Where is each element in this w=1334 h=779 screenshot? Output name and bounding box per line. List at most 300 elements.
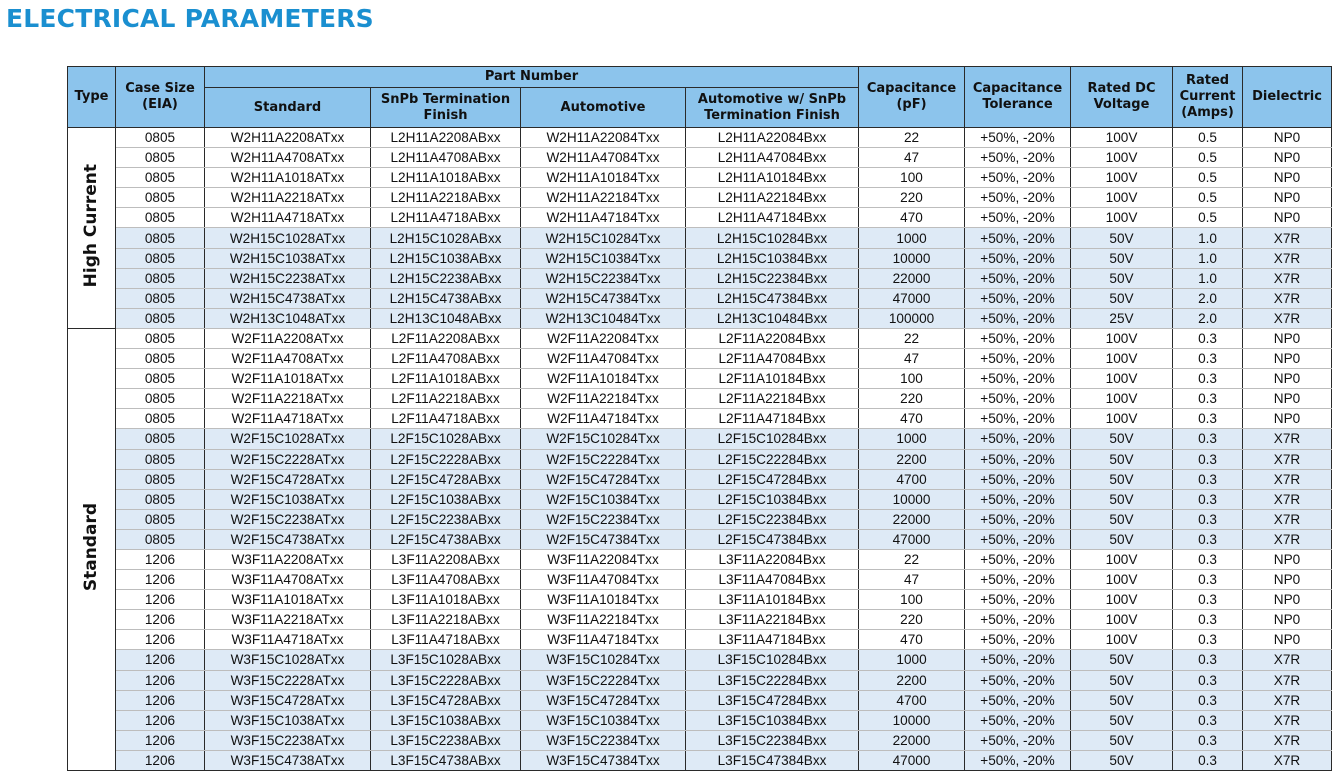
tolerance-cell: +50%, -20% [965, 670, 1071, 690]
voltage-cell: 100V [1071, 168, 1173, 188]
part-automotive-snpb-cell: L2H11A47184Bxx [686, 208, 859, 228]
current-cell: 0.3 [1173, 710, 1243, 730]
tolerance-cell: +50%, -20% [965, 750, 1071, 770]
table-row [68, 248, 1332, 268]
case-size-cell: 1206 [116, 610, 205, 630]
capacitance-cell: 47 [859, 148, 965, 168]
part-automotive-snpb-cell: L3F15C10384Bxx [686, 710, 859, 730]
part-automotive-cell: W3F15C47284Txx [521, 690, 686, 710]
part-automotive-snpb-cell: L2H11A47084Bxx [686, 148, 859, 168]
part-automotive-cell: W3F11A22084Txx [521, 549, 686, 569]
type-label: Standard [81, 502, 101, 592]
voltage-cell: 50V [1071, 228, 1173, 248]
case-size-cell: 0805 [116, 248, 205, 268]
tolerance-cell: +50%, -20% [965, 489, 1071, 509]
voltage-cell: 100V [1071, 128, 1173, 148]
tolerance-cell: +50%, -20% [965, 389, 1071, 409]
capacitance-cell: 22 [859, 549, 965, 569]
part-standard-cell: W2F11A2218ATxx [205, 389, 371, 409]
part-standard-cell: W3F11A4708ATxx [205, 570, 371, 590]
part-automotive-snpb-cell: L3F11A10184Bxx [686, 590, 859, 610]
table-row [68, 148, 1332, 168]
part-snpb-cell: L2H11A4708ABxx [371, 148, 521, 168]
case-size-cell: 0805 [116, 489, 205, 509]
current-cell: 0.3 [1173, 389, 1243, 409]
dielectric-cell: NP0 [1243, 328, 1332, 348]
part-automotive-cell: W2F15C22384Txx [521, 509, 686, 529]
case-size-cell: 0805 [116, 148, 205, 168]
tolerance-cell: +50%, -20% [965, 208, 1071, 228]
voltage-cell: 50V [1071, 469, 1173, 489]
tolerance-cell: +50%, -20% [965, 288, 1071, 308]
dielectric-cell: X7R [1243, 750, 1332, 770]
table-row [68, 188, 1332, 208]
part-automotive-cell: W2F11A22084Txx [521, 328, 686, 348]
capacitance-cell: 22 [859, 128, 965, 148]
dielectric-cell: NP0 [1243, 349, 1332, 369]
voltage-cell: 100V [1071, 349, 1173, 369]
part-snpb-cell: L2H13C1048ABxx [371, 308, 521, 328]
dielectric-cell: X7R [1243, 690, 1332, 710]
part-standard-cell: W2F11A1018ATxx [205, 369, 371, 389]
current-cell: 0.3 [1173, 750, 1243, 770]
part-standard-cell: W2H15C2238ATxx [205, 268, 371, 288]
table-row [68, 730, 1332, 750]
header-automotive: Automotive [521, 88, 686, 128]
part-automotive-snpb-cell: L2H11A10184Bxx [686, 168, 859, 188]
dielectric-cell: X7R [1243, 529, 1332, 549]
part-snpb-cell: L2F15C2228ABxx [371, 449, 521, 469]
part-automotive-cell: W2F11A47084Txx [521, 349, 686, 369]
part-automotive-cell: W2H11A47084Txx [521, 148, 686, 168]
part-automotive-cell: W2H11A22084Txx [521, 128, 686, 148]
part-automotive-cell: W2F11A47184Txx [521, 409, 686, 429]
current-cell: 0.3 [1173, 650, 1243, 670]
dielectric-cell: X7R [1243, 228, 1332, 248]
current-cell: 2.0 [1173, 288, 1243, 308]
capacitance-cell: 470 [859, 409, 965, 429]
part-automotive-cell: W3F11A47184Txx [521, 630, 686, 650]
part-automotive-cell: W2H15C47384Txx [521, 288, 686, 308]
capacitance-cell: 2200 [859, 670, 965, 690]
dielectric-cell: NP0 [1243, 128, 1332, 148]
current-cell: 0.3 [1173, 509, 1243, 529]
tolerance-cell: +50%, -20% [965, 610, 1071, 630]
type-label: High Current [81, 163, 101, 288]
part-snpb-cell: L3F15C4728ABxx [371, 690, 521, 710]
current-cell: 0.3 [1173, 549, 1243, 569]
header-part-number: Part Number [205, 67, 859, 88]
part-automotive-snpb-cell: L3F11A22184Bxx [686, 610, 859, 630]
capacitance-cell: 10000 [859, 710, 965, 730]
part-automotive-snpb-cell: L2F15C22384Bxx [686, 509, 859, 529]
part-snpb-cell: L2H15C4738ABxx [371, 288, 521, 308]
part-automotive-snpb-cell: L2F11A47184Bxx [686, 409, 859, 429]
current-cell: 0.5 [1173, 128, 1243, 148]
type-cell [68, 328, 116, 770]
part-standard-cell: W2F11A4708ATxx [205, 349, 371, 369]
voltage-cell: 50V [1071, 730, 1173, 750]
tolerance-cell: +50%, -20% [965, 690, 1071, 710]
part-automotive-cell: W2F15C47284Txx [521, 469, 686, 489]
case-size-cell: 1206 [116, 670, 205, 690]
part-automotive-snpb-cell: L3F11A47084Bxx [686, 570, 859, 590]
case-size-cell: 1206 [116, 690, 205, 710]
part-snpb-cell: L2F15C4728ABxx [371, 469, 521, 489]
part-standard-cell: W2H15C4738ATxx [205, 288, 371, 308]
table-row [68, 710, 1332, 730]
part-automotive-cell: W3F11A22184Txx [521, 610, 686, 630]
part-automotive-cell: W2H15C10384Txx [521, 248, 686, 268]
case-size-cell: 0805 [116, 188, 205, 208]
tolerance-cell: +50%, -20% [965, 509, 1071, 529]
voltage-cell: 100V [1071, 369, 1173, 389]
capacitance-cell: 47000 [859, 750, 965, 770]
case-size-cell: 1206 [116, 650, 205, 670]
case-size-cell: 1206 [116, 630, 205, 650]
part-snpb-cell: L2H11A4718ABxx [371, 208, 521, 228]
part-standard-cell: W3F11A2218ATxx [205, 610, 371, 630]
part-snpb-cell: L3F15C1038ABxx [371, 710, 521, 730]
current-cell: 0.5 [1173, 208, 1243, 228]
case-size-cell: 0805 [116, 529, 205, 549]
voltage-cell: 100V [1071, 148, 1173, 168]
part-standard-cell: W3F15C2228ATxx [205, 670, 371, 690]
tolerance-cell: +50%, -20% [965, 570, 1071, 590]
capacitance-cell: 100000 [859, 308, 965, 328]
capacitance-cell: 470 [859, 630, 965, 650]
part-automotive-cell: W2H11A47184Txx [521, 208, 686, 228]
current-cell: 0.3 [1173, 429, 1243, 449]
part-snpb-cell: L2H11A1018ABxx [371, 168, 521, 188]
table-row [68, 570, 1332, 590]
part-standard-cell: W2H11A4708ATxx [205, 148, 371, 168]
current-cell: 1.0 [1173, 248, 1243, 268]
case-size-cell: 0805 [116, 308, 205, 328]
voltage-cell: 50V [1071, 509, 1173, 529]
voltage-cell: 25V [1071, 308, 1173, 328]
part-automotive-snpb-cell: L3F11A47184Bxx [686, 630, 859, 650]
current-cell: 0.3 [1173, 670, 1243, 690]
capacitance-cell: 220 [859, 610, 965, 630]
case-size-cell: 1206 [116, 750, 205, 770]
case-size-cell: 1206 [116, 730, 205, 750]
part-snpb-cell: L3F15C2228ABxx [371, 670, 521, 690]
case-size-cell: 0805 [116, 168, 205, 188]
part-standard-cell: W2H11A2208ATxx [205, 128, 371, 148]
current-cell: 0.3 [1173, 570, 1243, 590]
case-size-cell: 1206 [116, 549, 205, 569]
voltage-cell: 50V [1071, 288, 1173, 308]
dielectric-cell: NP0 [1243, 188, 1332, 208]
part-snpb-cell: L3F11A2208ABxx [371, 549, 521, 569]
tolerance-cell: +50%, -20% [965, 228, 1071, 248]
case-size-cell: 0805 [116, 429, 205, 449]
part-automotive-snpb-cell: L3F15C10284Bxx [686, 650, 859, 670]
part-snpb-cell: L3F15C4738ABxx [371, 750, 521, 770]
case-size-cell: 0805 [116, 409, 205, 429]
case-size-cell: 0805 [116, 288, 205, 308]
case-size-cell: 1206 [116, 570, 205, 590]
part-standard-cell: W2F15C2238ATxx [205, 509, 371, 529]
current-cell: 0.3 [1173, 730, 1243, 750]
header-standard: Standard [205, 88, 371, 128]
table-row [68, 308, 1332, 328]
part-automotive-snpb-cell: L3F15C47384Bxx [686, 750, 859, 770]
table-row [68, 590, 1332, 610]
type-cell [68, 128, 116, 329]
part-snpb-cell: L2F11A2208ABxx [371, 328, 521, 348]
header-rated-dc-voltage: Rated DC Voltage [1071, 67, 1173, 128]
capacitance-cell: 1000 [859, 650, 965, 670]
header-rated-current: Rated Current (Amps) [1173, 67, 1243, 128]
capacitance-cell: 100 [859, 369, 965, 389]
part-automotive-snpb-cell: L2H15C10384Bxx [686, 248, 859, 268]
voltage-cell: 50V [1071, 248, 1173, 268]
table-row [68, 529, 1332, 549]
voltage-cell: 50V [1071, 268, 1173, 288]
part-automotive-snpb-cell: L2H11A22184Bxx [686, 188, 859, 208]
tolerance-cell: +50%, -20% [965, 549, 1071, 569]
part-automotive-snpb-cell: L3F15C22284Bxx [686, 670, 859, 690]
table-row [68, 690, 1332, 710]
voltage-cell: 100V [1071, 188, 1173, 208]
part-automotive-cell: W3F15C22384Txx [521, 730, 686, 750]
tolerance-cell: +50%, -20% [965, 409, 1071, 429]
header-automotive-snpb: Automotive w/ SnPb Termination Finish [686, 88, 859, 128]
current-cell: 0.3 [1173, 590, 1243, 610]
voltage-cell: 50V [1071, 489, 1173, 509]
part-automotive-cell: W3F15C22284Txx [521, 670, 686, 690]
part-snpb-cell: L2F15C4738ABxx [371, 529, 521, 549]
electrical-parameters-table [67, 66, 1332, 771]
current-cell: 0.3 [1173, 630, 1243, 650]
dielectric-cell: NP0 [1243, 168, 1332, 188]
table-row [68, 409, 1332, 429]
capacitance-cell: 2200 [859, 449, 965, 469]
table-row [68, 449, 1332, 469]
part-snpb-cell: L2H15C1038ABxx [371, 248, 521, 268]
table-row [68, 429, 1332, 449]
header-snpb-termination: SnPb Termination Finish [371, 88, 521, 128]
table-row [68, 469, 1332, 489]
voltage-cell: 50V [1071, 750, 1173, 770]
tolerance-cell: +50%, -20% [965, 128, 1071, 148]
part-automotive-snpb-cell: L3F15C47284Bxx [686, 690, 859, 710]
part-automotive-snpb-cell: L2H13C10484Bxx [686, 308, 859, 328]
current-cell: 0.5 [1173, 168, 1243, 188]
table-row [68, 670, 1332, 690]
dielectric-cell: X7R [1243, 268, 1332, 288]
part-automotive-snpb-cell: L2F15C22284Bxx [686, 449, 859, 469]
tolerance-cell: +50%, -20% [965, 529, 1071, 549]
part-standard-cell: W2F15C2228ATxx [205, 449, 371, 469]
tolerance-cell: +50%, -20% [965, 328, 1071, 348]
capacitance-cell: 22000 [859, 268, 965, 288]
dielectric-cell: X7R [1243, 469, 1332, 489]
part-automotive-cell: W2F15C47384Txx [521, 529, 686, 549]
part-automotive-snpb-cell: L3F11A22084Bxx [686, 549, 859, 569]
current-cell: 0.3 [1173, 369, 1243, 389]
part-snpb-cell: L2F11A4708ABxx [371, 349, 521, 369]
part-automotive-cell: W2F15C10384Txx [521, 489, 686, 509]
part-snpb-cell: L2H11A2218ABxx [371, 188, 521, 208]
table-row [68, 369, 1332, 389]
capacitance-cell: 47 [859, 570, 965, 590]
dielectric-cell: X7R [1243, 489, 1332, 509]
capacitance-cell: 10000 [859, 248, 965, 268]
voltage-cell: 100V [1071, 570, 1173, 590]
table-row [68, 650, 1332, 670]
part-snpb-cell: L2H11A2208ABxx [371, 128, 521, 148]
part-automotive-snpb-cell: L2F11A10184Bxx [686, 369, 859, 389]
part-automotive-snpb-cell: L2F15C47284Bxx [686, 469, 859, 489]
table-body [68, 128, 1332, 771]
voltage-cell: 50V [1071, 449, 1173, 469]
part-automotive-snpb-cell: L2H11A22084Bxx [686, 128, 859, 148]
capacitance-cell: 1000 [859, 228, 965, 248]
current-cell: 1.0 [1173, 228, 1243, 248]
part-automotive-snpb-cell: L2H15C22384Bxx [686, 268, 859, 288]
table-row [68, 208, 1332, 228]
part-standard-cell: W3F15C2238ATxx [205, 730, 371, 750]
dielectric-cell: NP0 [1243, 208, 1332, 228]
tolerance-cell: +50%, -20% [965, 710, 1071, 730]
part-automotive-snpb-cell: L2F11A22184Bxx [686, 389, 859, 409]
dielectric-cell: NP0 [1243, 570, 1332, 590]
case-size-cell: 0805 [116, 128, 205, 148]
part-snpb-cell: L2F11A1018ABxx [371, 369, 521, 389]
part-automotive-cell: W2F11A22184Txx [521, 389, 686, 409]
tolerance-cell: +50%, -20% [965, 449, 1071, 469]
dielectric-cell: X7R [1243, 248, 1332, 268]
capacitance-cell: 22000 [859, 730, 965, 750]
voltage-cell: 100V [1071, 208, 1173, 228]
part-snpb-cell: L3F11A1018ABxx [371, 590, 521, 610]
part-standard-cell: W2H13C1048ATxx [205, 308, 371, 328]
part-standard-cell: W2F11A2208ATxx [205, 328, 371, 348]
part-snpb-cell: L3F15C2238ABxx [371, 730, 521, 750]
part-snpb-cell: L3F15C1028ABxx [371, 650, 521, 670]
part-automotive-cell: W3F15C10284Txx [521, 650, 686, 670]
case-size-cell: 0805 [116, 208, 205, 228]
header-capacitance: Capacitance (pF) [859, 67, 965, 128]
case-size-cell: 0805 [116, 369, 205, 389]
voltage-cell: 50V [1071, 529, 1173, 549]
current-cell: 0.3 [1173, 489, 1243, 509]
part-automotive-cell: W2H15C22384Txx [521, 268, 686, 288]
table-row [68, 509, 1332, 529]
part-automotive-cell: W3F15C10384Txx [521, 710, 686, 730]
current-cell: 0.3 [1173, 529, 1243, 549]
capacitance-cell: 47 [859, 349, 965, 369]
tolerance-cell: +50%, -20% [965, 148, 1071, 168]
header-dielectric: Dielectric [1243, 67, 1332, 128]
header-case-size: Case Size (EIA) [116, 67, 205, 128]
capacitance-cell: 100 [859, 590, 965, 610]
tolerance-cell: +50%, -20% [965, 650, 1071, 670]
table-row [68, 268, 1332, 288]
case-size-cell: 0805 [116, 228, 205, 248]
part-standard-cell: W2F15C4738ATxx [205, 529, 371, 549]
tolerance-cell: +50%, -20% [965, 590, 1071, 610]
part-standard-cell: W3F11A4718ATxx [205, 630, 371, 650]
capacitance-cell: 47000 [859, 529, 965, 549]
part-standard-cell: W2F15C4728ATxx [205, 469, 371, 489]
part-automotive-cell: W2F15C10284Txx [521, 429, 686, 449]
current-cell: 2.0 [1173, 308, 1243, 328]
part-standard-cell: W3F11A2208ATxx [205, 549, 371, 569]
current-cell: 0.5 [1173, 188, 1243, 208]
part-standard-cell: W2H11A1018ATxx [205, 168, 371, 188]
table-row [68, 630, 1332, 650]
voltage-cell: 50V [1071, 650, 1173, 670]
part-automotive-cell: W3F15C47384Txx [521, 750, 686, 770]
tolerance-cell: +50%, -20% [965, 630, 1071, 650]
capacitance-cell: 10000 [859, 489, 965, 509]
dielectric-cell: X7R [1243, 670, 1332, 690]
capacitance-cell: 100 [859, 168, 965, 188]
case-size-cell: 0805 [116, 389, 205, 409]
tolerance-cell: +50%, -20% [965, 429, 1071, 449]
part-standard-cell: W3F15C1028ATxx [205, 650, 371, 670]
part-automotive-cell: W2F11A10184Txx [521, 369, 686, 389]
part-automotive-snpb-cell: L2F15C47384Bxx [686, 529, 859, 549]
part-standard-cell: W2F15C1028ATxx [205, 429, 371, 449]
table-row [68, 228, 1332, 248]
table-row [68, 128, 1332, 148]
dielectric-cell: X7R [1243, 449, 1332, 469]
part-automotive-snpb-cell: L3F15C22384Bxx [686, 730, 859, 750]
case-size-cell: 0805 [116, 469, 205, 489]
part-standard-cell: W3F15C4738ATxx [205, 750, 371, 770]
part-standard-cell: W3F15C4728ATxx [205, 690, 371, 710]
voltage-cell: 50V [1071, 710, 1173, 730]
current-cell: 0.5 [1173, 148, 1243, 168]
dielectric-cell: X7R [1243, 429, 1332, 449]
current-cell: 0.3 [1173, 328, 1243, 348]
part-automotive-cell: W3F11A10184Txx [521, 590, 686, 610]
voltage-cell: 100V [1071, 590, 1173, 610]
table-row [68, 349, 1332, 369]
table-row [68, 168, 1332, 188]
table-row [68, 328, 1332, 348]
tolerance-cell: +50%, -20% [965, 369, 1071, 389]
dielectric-cell: NP0 [1243, 549, 1332, 569]
voltage-cell: 100V [1071, 630, 1173, 650]
part-automotive-cell: W2H11A22184Txx [521, 188, 686, 208]
table-row [68, 489, 1332, 509]
tolerance-cell: +50%, -20% [965, 168, 1071, 188]
part-standard-cell: W3F15C1038ATxx [205, 710, 371, 730]
tolerance-cell: +50%, -20% [965, 469, 1071, 489]
part-automotive-cell: W2H11A10184Txx [521, 168, 686, 188]
part-snpb-cell: L3F11A4718ABxx [371, 630, 521, 650]
capacitance-cell: 47000 [859, 288, 965, 308]
current-cell: 0.3 [1173, 610, 1243, 630]
part-snpb-cell: L2F11A2218ABxx [371, 389, 521, 409]
dielectric-cell: NP0 [1243, 590, 1332, 610]
part-snpb-cell: L3F11A4708ABxx [371, 570, 521, 590]
header-type: Type [68, 67, 116, 128]
current-cell: 0.3 [1173, 409, 1243, 429]
voltage-cell: 50V [1071, 670, 1173, 690]
voltage-cell: 100V [1071, 409, 1173, 429]
case-size-cell: 1206 [116, 710, 205, 730]
part-standard-cell: W2F15C1038ATxx [205, 489, 371, 509]
dielectric-cell: X7R [1243, 509, 1332, 529]
part-automotive-cell: W2F15C22284Txx [521, 449, 686, 469]
